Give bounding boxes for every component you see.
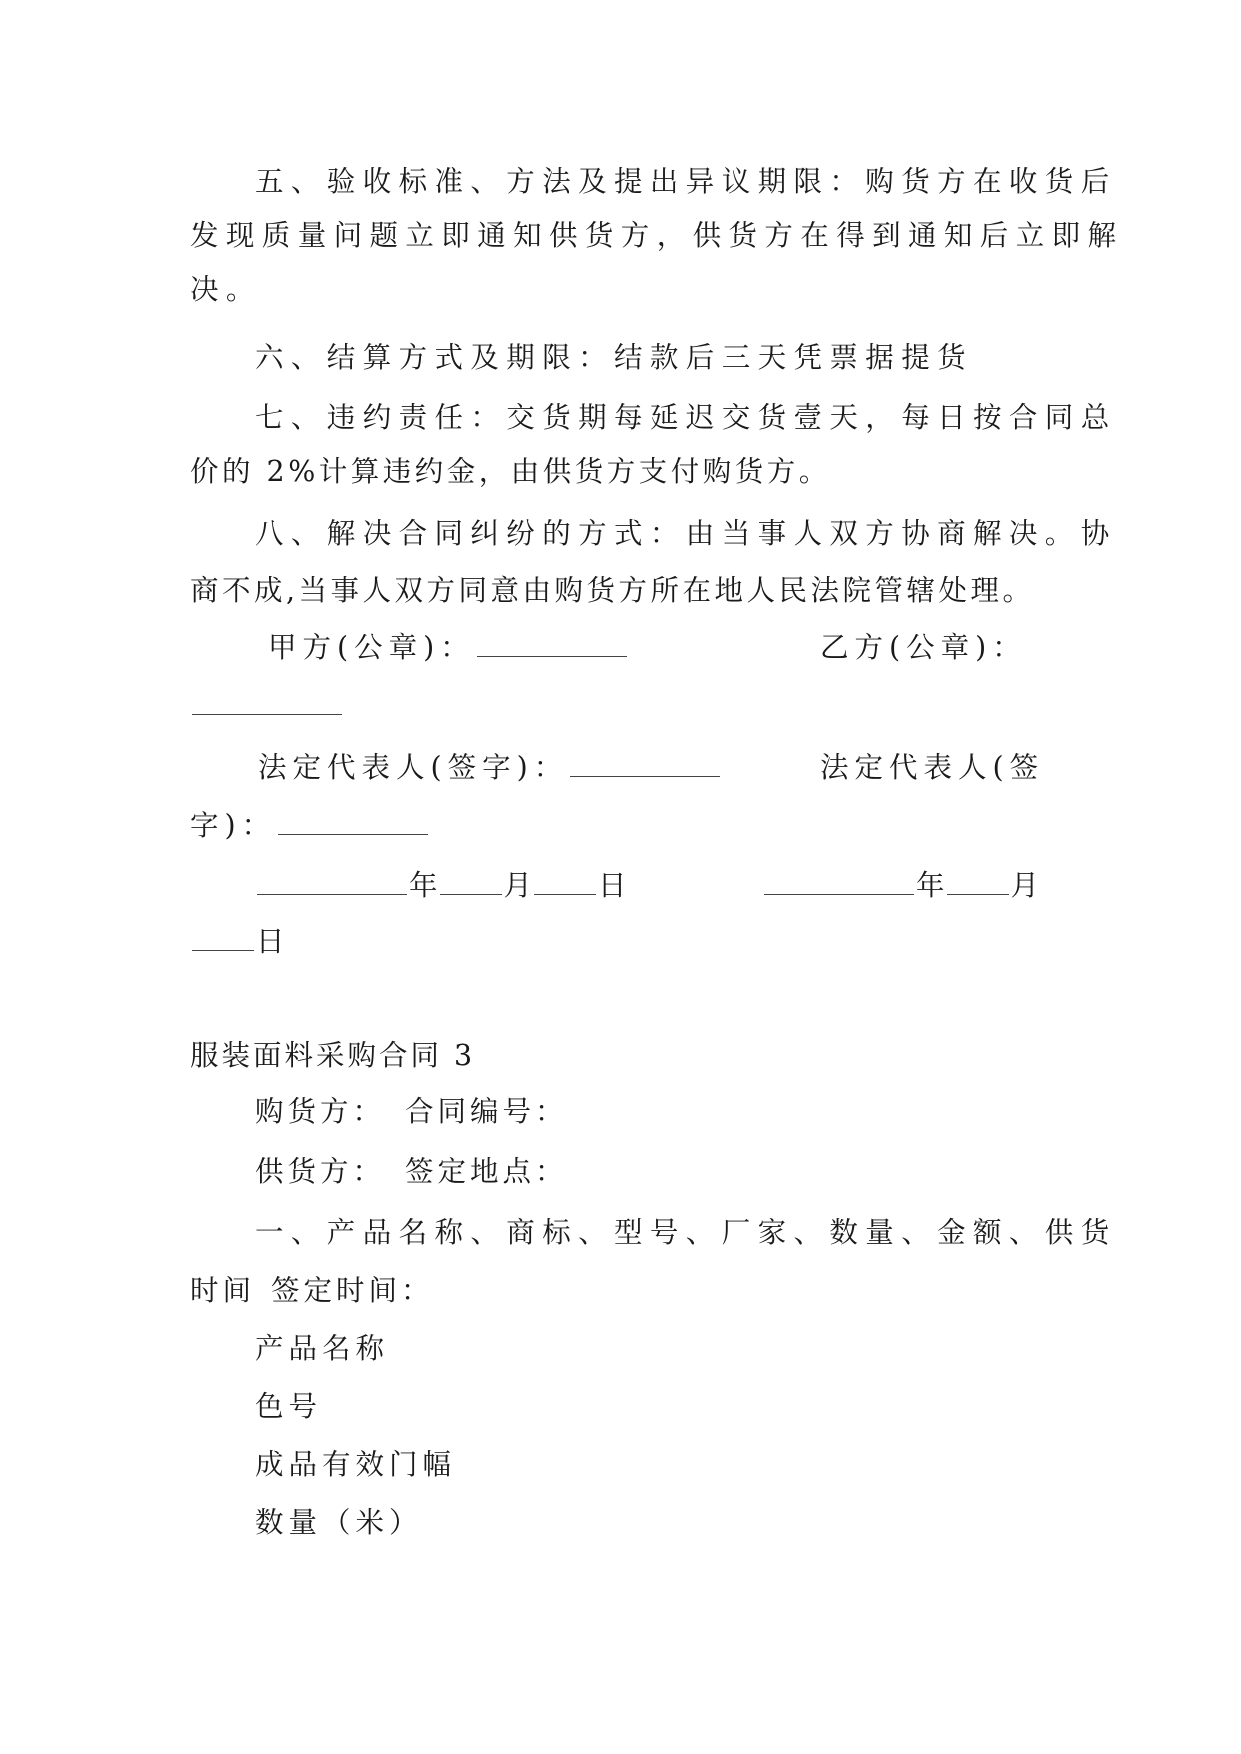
date-a-year-label: 年 xyxy=(409,869,438,902)
list-item: 色号 xyxy=(255,1390,323,1423)
clause-5-line-2: 发现质量问题立即通知供货方，供货方在得到通知后立即解 xyxy=(190,219,1124,252)
list-item: 产品名称 xyxy=(255,1332,390,1365)
party-a-seal-label: 甲方(公章)： xyxy=(268,631,475,664)
date-a-day-blank xyxy=(534,893,596,895)
date-a-month-label: 月 xyxy=(503,869,533,902)
clause-5-line-1: 五、验收标准、方法及提出异议期限：购货方在收货后 xyxy=(255,165,1117,198)
clause-7-line-1: 七、违约责任：交货期每延迟交货壹天，每日按合同总 xyxy=(255,401,1117,434)
sign-time-label: 签定时间： xyxy=(271,1274,434,1307)
date-b-month-blank xyxy=(947,893,1009,895)
date-b-row xyxy=(762,866,1039,906)
supplier-label: 供货方： xyxy=(255,1155,386,1188)
buyer-row xyxy=(255,1092,568,1132)
item-1-line-2 xyxy=(190,1271,434,1311)
contract-no-label: 合同编号： xyxy=(405,1095,568,1128)
date-a-month-blank xyxy=(440,893,502,895)
party-b-seal-row xyxy=(190,686,344,726)
supply-time-label: 时间 xyxy=(190,1274,256,1307)
date-a-row xyxy=(255,866,627,906)
date-b-day-blank xyxy=(192,949,254,951)
date-b-day-label: 日 xyxy=(256,925,285,958)
rep-b-label-line-2: 字)： xyxy=(190,809,277,842)
clause-8-line-2: 商不成,当事人双方同意由购货方所在地人民法院管辖处理。 xyxy=(190,574,1035,607)
buyer-label: 购货方： xyxy=(255,1095,386,1128)
list-item: 数量（米） xyxy=(255,1506,423,1539)
date-b-year-label: 年 xyxy=(916,869,945,902)
date-a-day-label: 日 xyxy=(598,869,627,902)
rep-a-row xyxy=(258,748,722,788)
item-1-line-1: 一、产品名称、商标、型号、厂家、数量、金额、供货 xyxy=(255,1216,1117,1249)
party-b-seal-blank xyxy=(192,713,342,715)
rep-a-blank xyxy=(570,775,720,777)
rep-b-blank xyxy=(278,833,428,835)
clause-6: 六、结算方式及期限：结款后三天凭票据提货 xyxy=(255,341,974,374)
party-b-seal-label: 乙方(公章)： xyxy=(820,631,1027,664)
rep-b-row xyxy=(190,806,430,846)
date-b-year-blank xyxy=(764,893,914,895)
date-a-year-blank xyxy=(257,893,407,895)
contract-3-title: 服装面料采购合同 3 xyxy=(190,1039,476,1072)
clause-8-line-1: 八、解决合同纠纷的方式：由当事人双方协商解决。协 xyxy=(255,517,1117,550)
clause-7-line-2: 价的 2%计算违约金，由供货方支付购货方。 xyxy=(190,455,831,488)
date-b-month-label: 月 xyxy=(1010,869,1040,902)
party-a-seal-row xyxy=(268,628,629,668)
supplier-row xyxy=(255,1152,568,1192)
date-b-day-row xyxy=(190,922,285,962)
party-a-seal-blank xyxy=(477,655,627,657)
sign-place-label: 签定地点： xyxy=(405,1155,568,1188)
clause-5-line-3: 决。 xyxy=(190,273,262,306)
rep-a-label: 法定代表人(签字)： xyxy=(258,751,569,784)
list-item: 成品有效门幅 xyxy=(255,1448,457,1481)
rep-b-label-line-1: 法定代表人(签 xyxy=(820,751,1045,784)
